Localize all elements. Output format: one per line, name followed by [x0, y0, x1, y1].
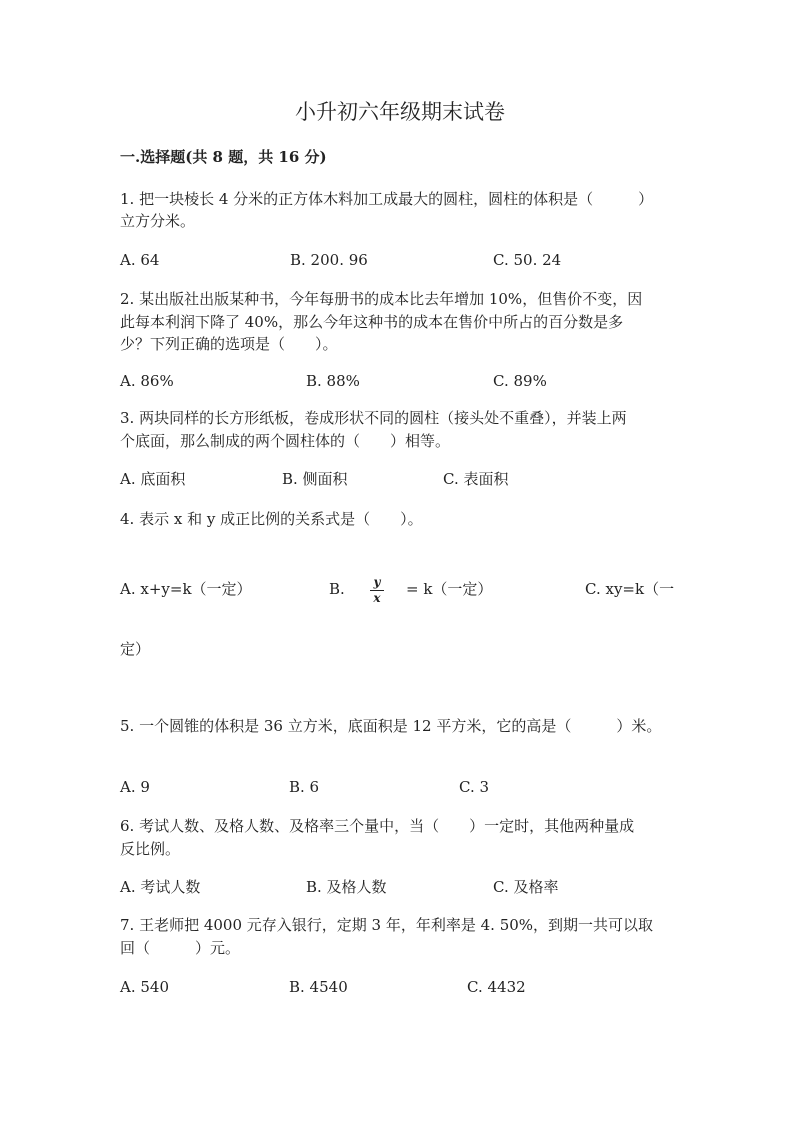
question-text-line: 个底面，那么制成的两个圆柱体的（ ）相等。 [120, 432, 451, 450]
question-text-line: 5. 一个圆锥的体积是 36 立方米，底面积是 12 平方米，它的高是（ ）米。 [120, 717, 662, 735]
option-b-text: = k（一定） [406, 580, 493, 598]
question-text-line: 2. 某出版社出版某种书，今年每册书的成本比去年增加 10%，但售价不变，因 [120, 290, 643, 308]
option-c: C. 4432 [467, 978, 526, 996]
option-c: C. 3 [459, 778, 490, 796]
option-c-continuation: 定） [120, 640, 151, 658]
option-b: B. 88% [306, 372, 360, 390]
option-b: B. 侧面积 [282, 470, 348, 488]
question-text-line: 1. 把一块棱长 4 分米的正方体木料加工成最大的圆柱，圆柱的体积是（ ） [120, 190, 654, 208]
option-a: A. 9 [120, 778, 150, 796]
option-b: B. 及格人数 [306, 878, 387, 896]
question-text-line: 此每本利润下降了 40%，那么今年这种书的成本在售价中所占的百分数是多 [120, 313, 624, 331]
option-b: B. 200. 96 [290, 251, 368, 269]
question-text-line: 7. 王老师把 4000 元存入银行，定期 3 年，年利率是 4. 50%，到期一共可以取 [120, 916, 654, 934]
question-text-line: 回（ ）元。 [120, 939, 241, 957]
page-title: 小升初六年级期末试卷 [295, 100, 505, 124]
option-b-label: B. [329, 580, 345, 598]
option-c: C. 表面积 [443, 470, 509, 488]
section-heading: 一.选择题(共 8 题，共 16 分) [120, 148, 327, 166]
option-a: A. 考试人数 [120, 878, 201, 896]
question-text-line: 3. 两块同样的长方形纸板，卷成形状不同的圆柱（接头处不重叠），并装上两 [120, 409, 627, 427]
question-text-line: 反比例。 [120, 840, 181, 858]
question-text-line: 4. 表示 x 和 y 成正比例的关系式是（ ）。 [120, 510, 423, 528]
option-a: A. 86% [120, 372, 174, 390]
option-c: C. 89% [493, 372, 547, 390]
option-a: A. 64 [120, 251, 160, 269]
fraction-y-over-x [370, 576, 384, 605]
option-c: C. 50. 24 [493, 251, 562, 269]
question-text-line: 6. 考试人数、及格人数、及格率三个量中，当（ ）一定时，其他两种量成 [120, 817, 635, 835]
fraction-numerator: y [373, 575, 381, 589]
option-c: C. xy=k（一 [585, 580, 675, 598]
option-a: A. 540 [120, 978, 169, 996]
fraction-denominator: x [373, 591, 381, 605]
option-a: A. 底面积 [120, 470, 186, 488]
option-b: B. 4540 [289, 978, 348, 996]
option-c: C. 及格率 [493, 878, 559, 896]
option-a: A. x+y=k（一定） [120, 580, 252, 598]
question-text-line: 少？下列正确的选项是（ ）。 [120, 335, 338, 353]
option-b: B. 6 [289, 778, 320, 796]
question-text-line: 立方分米。 [120, 212, 196, 230]
